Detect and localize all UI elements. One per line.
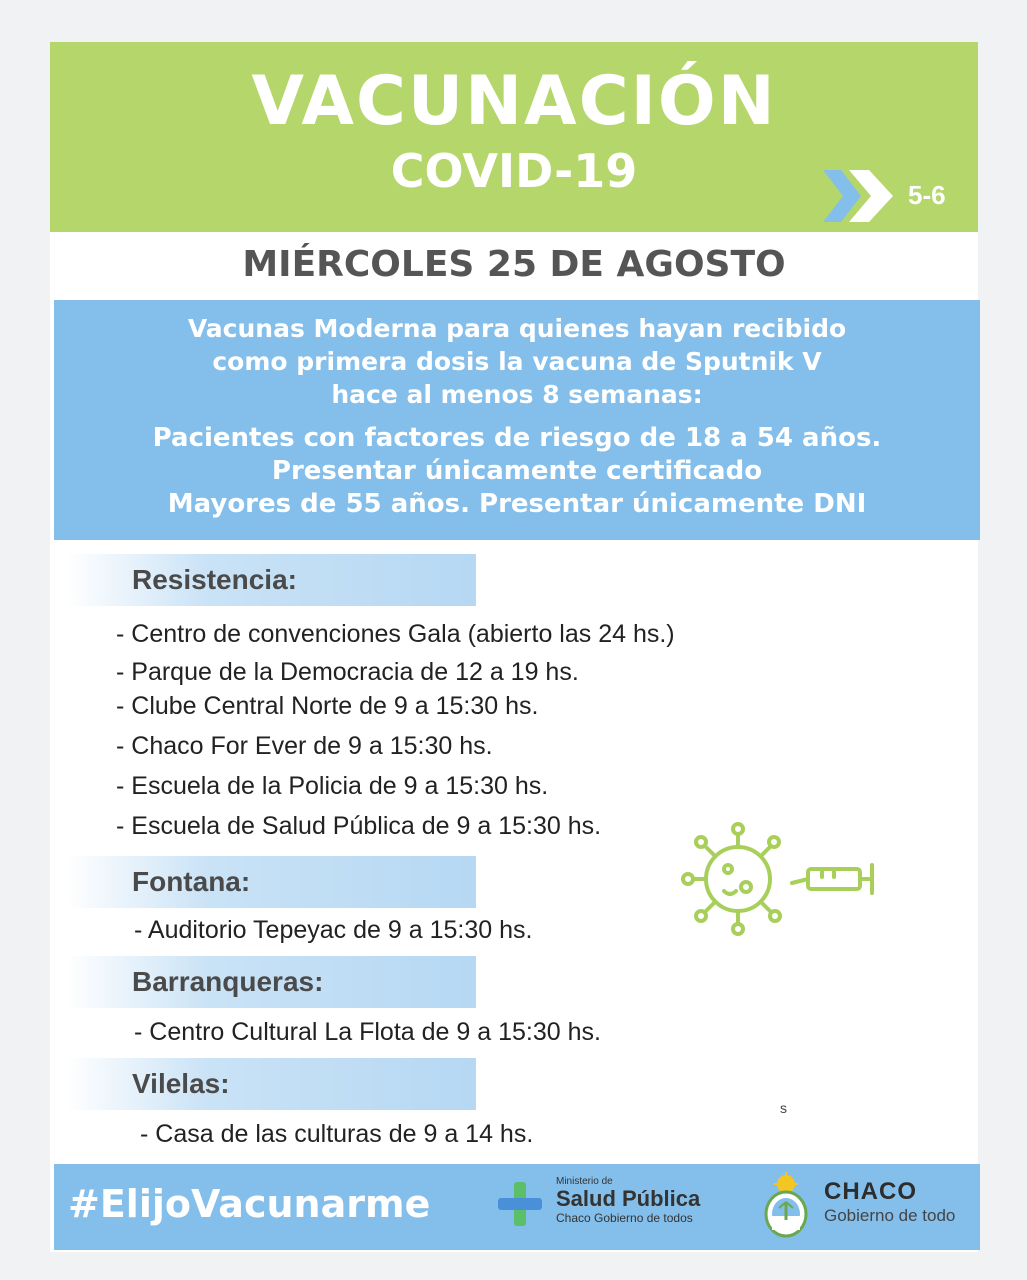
double-chevron-icon (823, 166, 903, 226)
site-item: - Centro de convenciones Gala (abierto las 24 hs.) (116, 620, 675, 648)
info-intro-line: Vacunas Moderna para quienes hayan recibido (187, 314, 847, 343)
city-name: Fontana: (132, 866, 251, 897)
dose-range: 5-6 (908, 180, 946, 210)
site-item: - Auditorio Tepeyac de 9 a 15:30 hs. (134, 916, 533, 944)
info-intro (54, 312, 980, 411)
city-header-vilelas (66, 1058, 476, 1110)
site-item: - Parque de la Democracia de 12 a 19 hs. (116, 658, 579, 686)
virus-syringe-icon (680, 817, 895, 942)
hashtag: #ElijoVacunarme (68, 1182, 431, 1226)
ministry-sub: Chaco Gobierno de todos (556, 1211, 693, 1225)
city-header-barranqueras (66, 956, 476, 1008)
header-banner (50, 42, 978, 232)
ministry-logo-text (556, 1176, 700, 1225)
site-item: - Escuela de Salud Pública de 9 a 15:30 hs. (116, 812, 602, 840)
city-name: Resistencia: (132, 564, 297, 595)
city-header-fontana (66, 856, 476, 908)
site-item: - Escuela de la Policia de 9 a 15:30 hs. (116, 772, 549, 800)
city-name: Barranqueras: (132, 966, 324, 997)
vaccination-poster (50, 42, 978, 1252)
ministry-big: Salud Pública (556, 1186, 701, 1211)
info-box (54, 300, 980, 540)
poster-subtitle: COVID-19 (390, 144, 638, 198)
poster-title: VACUNACIÓN (251, 62, 777, 141)
site-item: - Casa de las culturas de 9 a 14 hs. (140, 1120, 534, 1148)
city-header-resistencia (66, 554, 476, 606)
site-item: - Clube Central Norte de 9 a 15:30 hs. (116, 692, 539, 720)
condition-line: Presentar únicamente certificado (271, 456, 763, 486)
province-seal-icon (760, 1172, 812, 1240)
ministry-small: Ministerio de (556, 1176, 613, 1187)
site-item: - Chaco For Ever de 9 a 15:30 hs. (116, 732, 493, 760)
footer-banner (54, 1164, 980, 1250)
info-conditions (54, 422, 980, 521)
info-intro-line: como primera dosis la vacuna de Sputnik V (212, 347, 822, 376)
event-date: MIÉRCOLES 25 DE AGOSTO (242, 244, 786, 285)
health-cross-icon (498, 1182, 542, 1226)
chaco-tag: Gobierno de todo (824, 1206, 956, 1225)
chaco-name: CHACO (824, 1178, 917, 1205)
info-intro-line: hace al menos 8 semanas: (331, 380, 703, 409)
condition-line: Pacientes con factores de riesgo de 18 a 54 años. (152, 423, 882, 453)
stray-mark: s (780, 1100, 787, 1116)
site-item: - Centro Cultural La Flota de 9 a 15:30 hs. (134, 1018, 601, 1046)
chaco-logo-text (824, 1178, 955, 1226)
condition-line: Mayores de 55 años. Presentar únicamente DNI (167, 489, 867, 519)
city-name: Vilelas: (132, 1068, 230, 1099)
